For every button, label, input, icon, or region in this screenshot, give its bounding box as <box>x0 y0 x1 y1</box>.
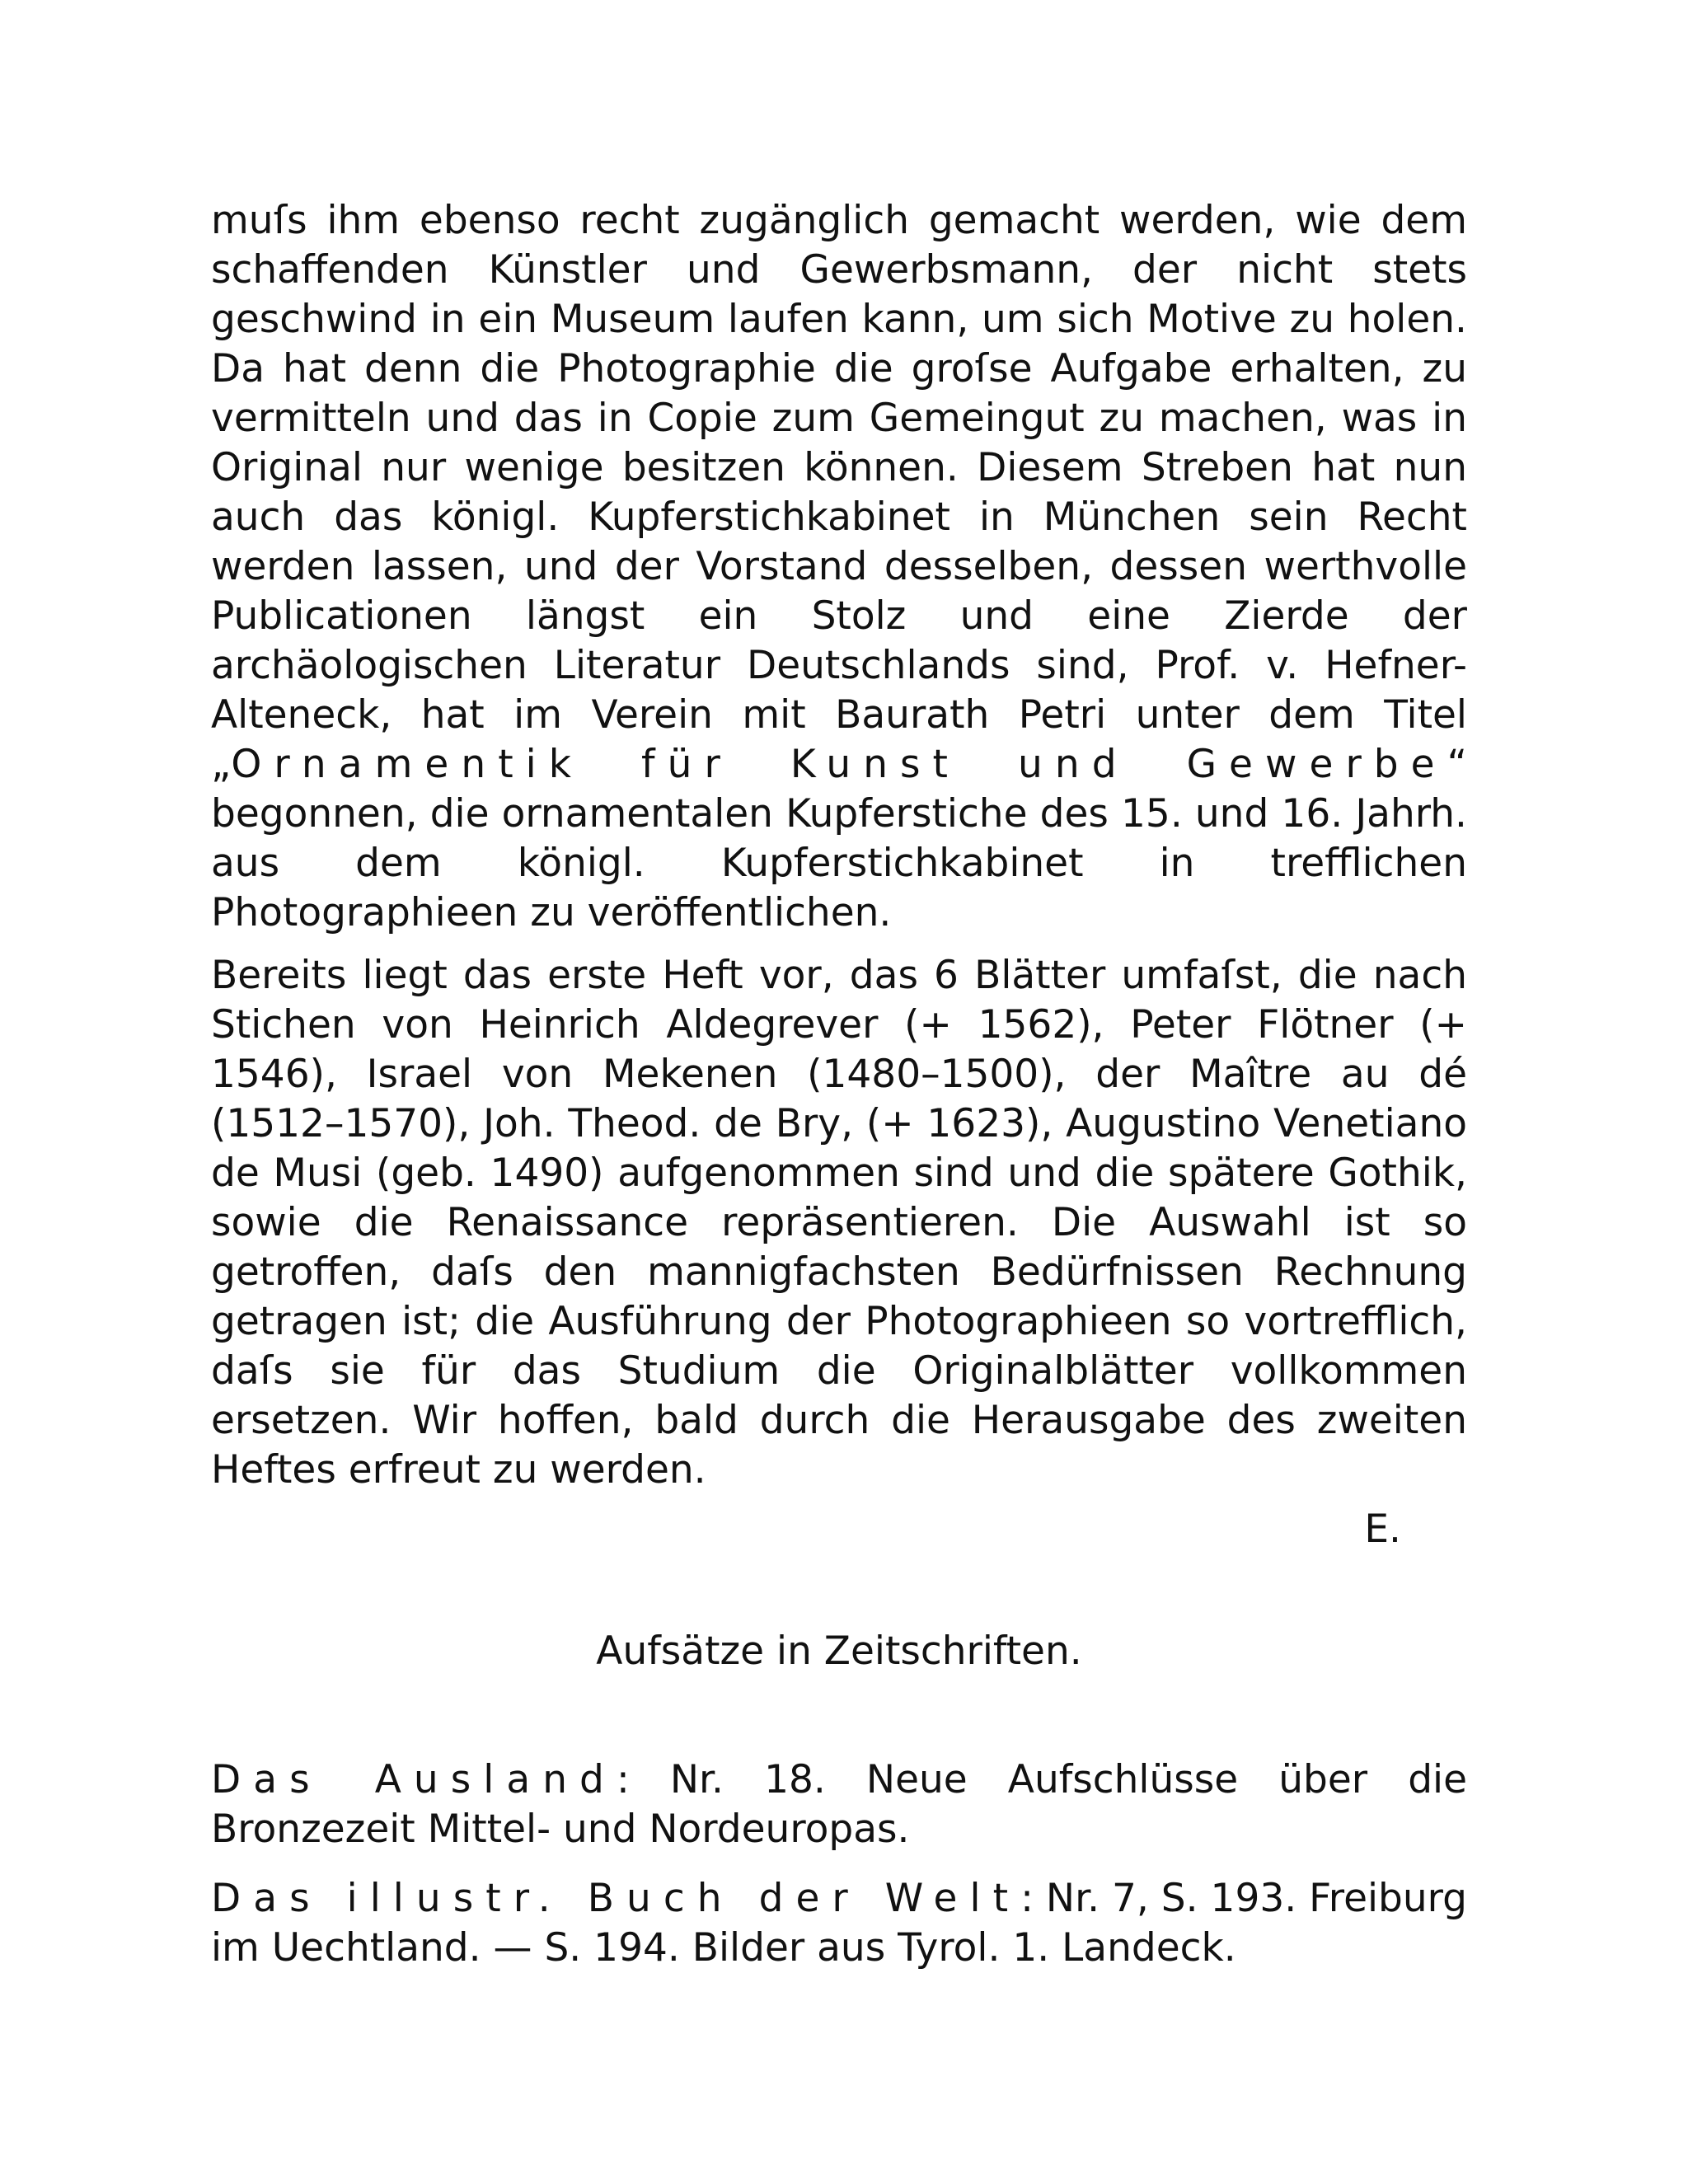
paragraph-1-text-end: “ begonnen, die ornamentalen Kupferstiche des 15. und 16. Jahrh. aus dem königl. Kupferstichkabinet in trefflichen Photographieen zu veröffentlichen. <box>211 742 1467 935</box>
author-signature: E. <box>1364 1507 1401 1552</box>
journal-name: Das Ausland <box>211 1757 617 1802</box>
article-paragraph-2: Bereits liegt das erste Heft vor, das 6 Blätter umfaſst, die nach Stichen von Heinrich Aldegrever (+ 1562), Peter Flötner (+ 1546), Israel von Mekenen (1480–1500), der Maître au dé (1512–1570), Joh. Theod. de Bry, (+ 1623), Augustino Venetiano de Musi (geb. 1490) aufgenommen sind und die spätere Gothik, sowie die Renaissance repräsentieren. Die Auswahl ist so getroffen, daſs den mannigfachsten Bedürfnissen Rechnung getragen ist; die Ausführung der Photographieen so vortrefflich, daſs sie für das Studium die Originalblätter vollkommen ersetzen. Wir hoffen, bald durch die Herausgabe des zweiten Heftes erfreut zu werden. <box>211 953 1467 1493</box>
journal-entry-text: Nr. 18. Neue Aufschlüsse über die Bronzezeit Mittel- und Nordeuropas. <box>211 1757 1467 1852</box>
journal-entries-list <box>211 1755 1467 1973</box>
journal-entry <box>211 1874 1467 1973</box>
document-page <box>211 196 1467 1973</box>
journal-separator: : <box>1020 1876 1034 1921</box>
paragraph-1-text-start: muſs ihm ebenso recht zugänglich gemacht werden, wie dem schaffenden Künstler und Gewerbsmann, der nicht stets geschwind in ein Museum laufen kann, um sich Motive zu holen. Da hat denn die Photographie die groſse Aufgabe erhalten, zu vermitteln und das in Copie zum Gemeingut zu machen, was in Original nur wenige besitzen können. Diesem Streben hat nun auch das königl. Kupferstichkabinet in München sein Recht werden lassen, und der Vorstand desselben, dessen werthvolle Publicationen längst ein Stolz und eine Zierde der archäologischen Literatur Deutschlands sind, Prof. v. Hefner-Alteneck, hat im Verein mit Baurath Petri unter dem Titel „ <box>211 198 1467 787</box>
journal-separator: : <box>616 1757 630 1802</box>
publication-title: Ornamentik für Kunst und Gewerbe <box>231 742 1447 787</box>
article-paragraph-1 <box>211 196 1467 938</box>
journal-entry-text: Nr. 7, S. 193. Freiburg im Uechtland. — S. 194. Bilder aus Tyrol. 1. Landeck. <box>211 1876 1467 1971</box>
journal-entry <box>211 1755 1467 1854</box>
section-heading: Aufsätze in Zeitschriften. <box>596 1629 1082 1674</box>
journal-name: Das illustr. Buch der Welt <box>211 1876 1021 1921</box>
